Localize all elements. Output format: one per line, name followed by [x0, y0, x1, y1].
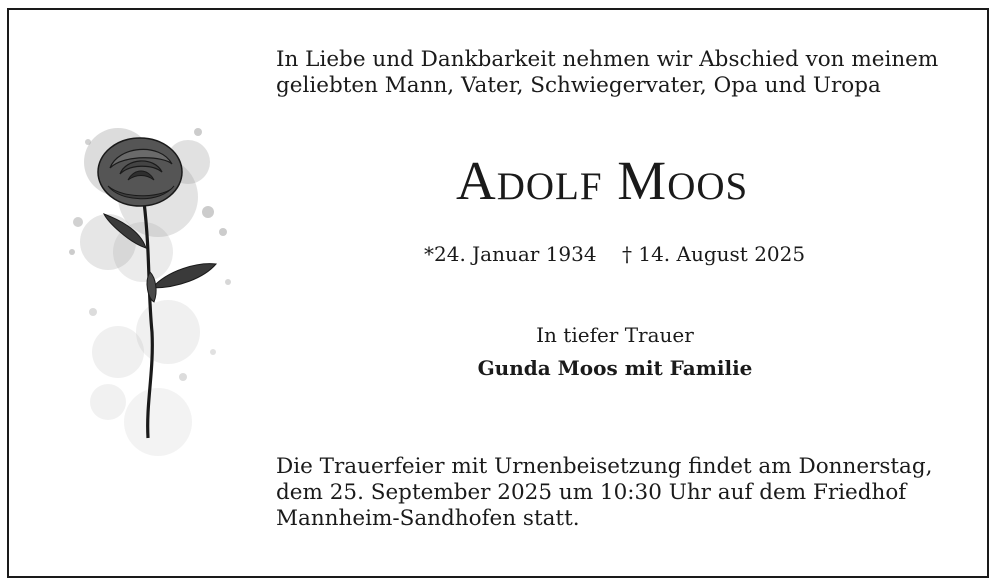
- service-text: [276, 454, 966, 532]
- service-line: dem 25. September 2025 um 10:30 Uhr auf dem Friedhof: [276, 480, 907, 505]
- service-line: Die Trauerfeier mit Urnenbeisetzung findet am Donnerstag,: [276, 454, 933, 479]
- intro-text: [276, 47, 966, 99]
- deceased-name: Adolf Moos: [456, 150, 749, 211]
- mourners-name: Gunda Moos mit Familie: [477, 356, 753, 380]
- mourning-label: In tiefer Trauer: [536, 323, 694, 347]
- intro-line: geliebten Mann, Vater, Schwiegervater, Opa und Uropa: [276, 73, 881, 98]
- rose-bloom: [98, 138, 182, 206]
- intro-line: In Liebe und Dankbarkeit nehmen wir Abschied von meinem: [276, 47, 939, 72]
- rose-icon: [48, 102, 244, 460]
- death-date: † 14. August 2025: [622, 242, 806, 266]
- birth-date: *24. Januar 1934: [424, 242, 597, 266]
- service-line: Mannheim-Sandhofen statt.: [276, 506, 580, 531]
